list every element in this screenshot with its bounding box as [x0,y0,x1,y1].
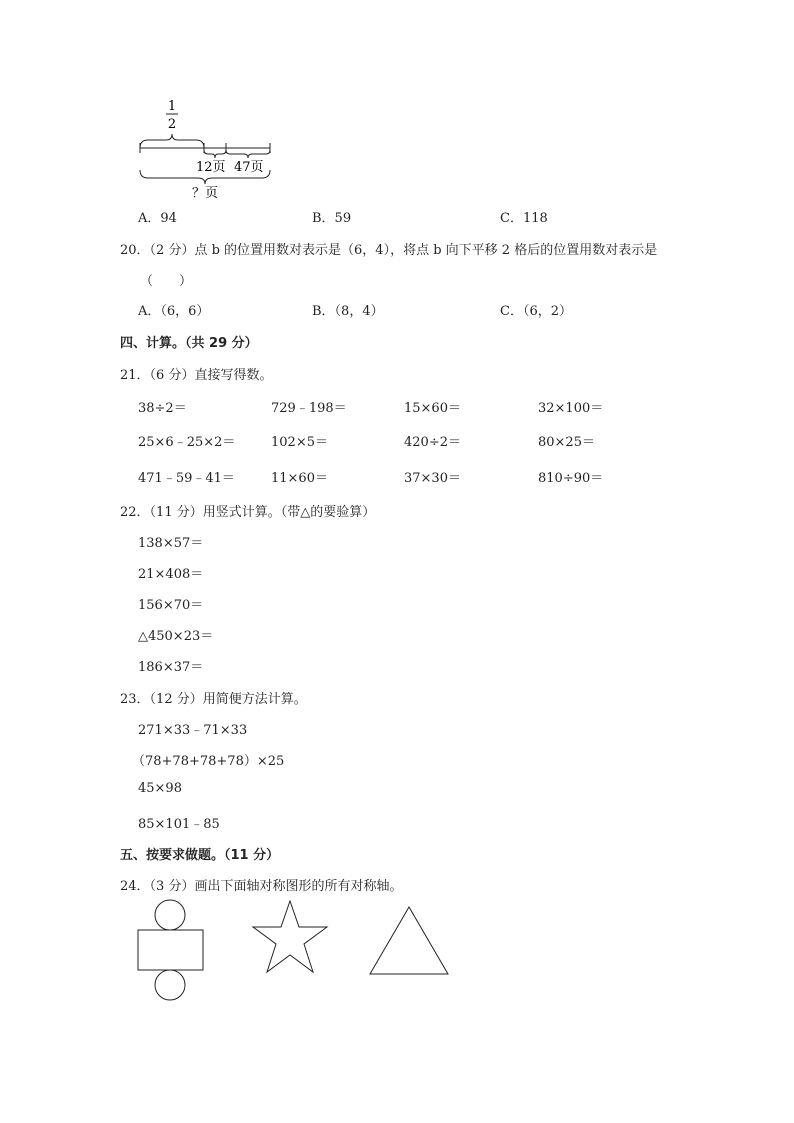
bottom-circle[interactable] [155,970,185,1000]
q20-text: 20．（2 分）点 b 的位置用数对表示是（6，4），将点 b 向下平移 2 格后的位置用数对表示是 [120,243,658,258]
q21-text: 21．（6 分）直接写得数。 [120,368,273,383]
top-brace [140,134,204,148]
q21-r3c2: 11×60＝ [271,471,328,486]
q20-option-a[interactable]: A．（6，6） [138,304,210,319]
label-12-pages: 12页 [196,160,226,175]
q22-item-4: △450×23＝ [138,629,214,644]
section-4-title: 四、计算。（共 29 分） [120,336,258,351]
q23-item-4: 85×101﹣85 [138,817,220,832]
q21-r2c2: 102×5＝ [271,435,328,450]
q21-r1c4: 32×100＝ [538,401,604,416]
q20-option-c[interactable]: C．（6，2） [500,304,572,319]
q23-text: 23．（12 分）用简便方法计算。 [120,692,307,707]
q22-item-3: 156×70＝ [138,598,204,613]
q23-item-2: （78+78+78+78）×25 [132,754,285,769]
fraction-numerator: 1 [167,99,177,114]
q21-r3c3: 37×30＝ [404,471,461,486]
brace-12 [204,150,226,158]
q20-option-b[interactable]: B．（8，4） [312,304,384,319]
q21-r2c4: 80×25＝ [538,435,595,450]
page-diagram [130,90,290,205]
middle-rectangle[interactable] [138,930,203,970]
q21-r1c2: 729﹣198＝ [271,401,347,416]
q23-item-3: 45×98 [138,781,182,796]
fraction-denominator: 2 [167,117,177,132]
top-circle[interactable] [155,900,185,930]
q22-item-5: 186×37＝ [138,660,204,675]
q19-option-a[interactable]: A．94 [138,211,177,226]
q23-item-1: 271×33﹣71×33 [138,723,248,738]
q19-option-c[interactable]: C．118 [500,211,548,226]
q20-blank[interactable]: （ ） [140,274,193,289]
q21-r3c4: 810÷90＝ [538,471,604,486]
q21-r1c1: 38÷2＝ [138,401,187,416]
q21-r3c1: 471﹣59﹣41＝ [138,471,235,486]
q21-r2c1: 25×6﹣25×2＝ [138,435,236,450]
label-total-pages: ？页 [192,186,219,201]
label-47-pages: 47页 [234,160,264,175]
q19-option-b[interactable]: B．59 [312,211,352,226]
q24-text: 24．（3 分）画出下面轴对称图形的所有对称轴。 [120,879,403,894]
q21-r1c3: 15×60＝ [404,401,461,416]
q22-text: 22．（11 分）用竖式计算。（带△的要验算） [120,505,376,520]
star-shape[interactable] [253,901,327,972]
q22-item-1: 138×57＝ [138,536,204,551]
triangle-shape[interactable] [370,907,448,974]
q24-shapes [130,895,460,1005]
section-5-title: 五、按要求做题。（11 分） [120,848,280,863]
q22-item-2: 21×408＝ [138,567,204,582]
brace-47 [226,150,270,158]
q21-r2c3: 420÷2＝ [404,435,461,450]
